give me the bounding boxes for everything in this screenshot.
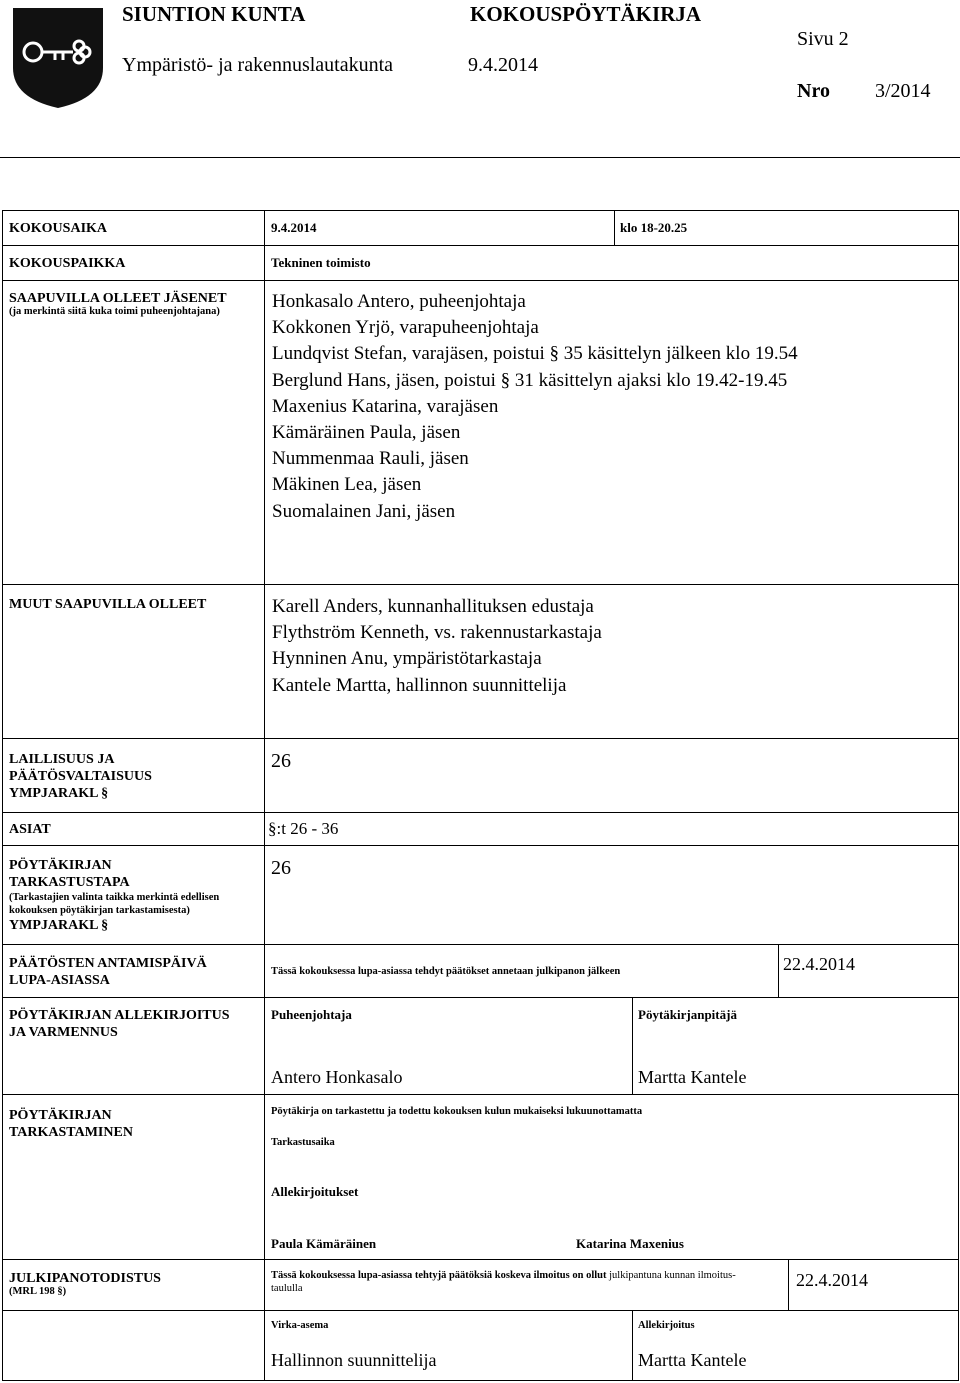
- other-attendee-item: Kantele Martta, hallinnon suunnittelija: [272, 674, 567, 696]
- meeting-time-label: KOKOUSAIKA: [9, 221, 108, 236]
- chair-title: Puheenjohtaja: [271, 1007, 352, 1022]
- legality-value: 26: [271, 750, 291, 772]
- header-date: 9.4.2014: [468, 54, 538, 76]
- review-method-label: PÖYTÄKIRJAN TARKASTUSTAPA (Tarkastajien valinta taikka merkintä edellisen kokouksen pöytäkirjan tarkastamisesta) YMPJARAKL §: [9, 858, 220, 933]
- meeting-place-value: Tekninen toimisto: [271, 255, 371, 270]
- review-statement: Pöytäkirja on tarkastettu ja todettu kokouksen kulun mukaiseksi lukuunottamatta: [271, 1106, 643, 1117]
- reviewer-1-name: Paula Kämäräinen: [271, 1236, 377, 1251]
- document-type: KOKOUSPÖYTÄKIRJA: [470, 2, 702, 26]
- member-item: Suomalainen Jani, jäsen: [272, 500, 456, 522]
- notice-signature-label: Allekirjoitus: [638, 1320, 695, 1331]
- position-label: Virka-asema: [271, 1320, 329, 1331]
- position-value: Hallinnon suunnittelija: [271, 1350, 437, 1370]
- meeting-date: 9.4.2014: [271, 220, 317, 235]
- decision-date-label: PÄÄTÖSTEN ANTAMISPÄIVÄ LUPA-ASIASSA: [9, 956, 207, 988]
- member-item: Berglund Hans, jäsen, poistui § 31 käsittelyn ajaksi klo 19.42-19.45: [272, 369, 788, 391]
- chair-name: Antero Honkasalo: [271, 1067, 403, 1087]
- member-item: Nummenmaa Rauli, jäsen: [272, 448, 469, 470]
- member-item: Maxenius Katarina, varajäsen: [272, 395, 499, 417]
- others-list: [272, 594, 602, 699]
- nro-value: 3/2014: [875, 80, 931, 102]
- header-divider: [0, 157, 960, 158]
- secretary-title: Pöytäkirjanpitäjä: [638, 1007, 737, 1022]
- signature-label: PÖYTÄKIRJAN ALLEKIRJOITUS JA VARMENNUS: [9, 1008, 230, 1040]
- items-value: §:t 26 - 36: [268, 819, 339, 838]
- members-list: [272, 289, 798, 525]
- review-time-label: Tarkastusaika: [271, 1137, 335, 1148]
- legality-label: LAILLISUUS JA PÄÄTÖSVALTAISUUS YMPJARAKL §: [9, 752, 152, 801]
- member-item: Lundqvist Stefan, varajäsen, poistui § 35 käsittelyn jälkeen klo 19.54: [272, 343, 798, 365]
- other-attendee-item: Hynninen Anu, ympäristötarkastaja: [272, 648, 542, 670]
- member-item: Kämäräinen Paula, jäsen: [272, 422, 461, 444]
- municipal-coat-of-arms: [11, 6, 105, 110]
- meeting-hours: klo 18-20.25: [620, 220, 688, 235]
- decision-date-value: 22.4.2014: [783, 954, 855, 974]
- member-item: Mäkinen Lea, jäsen: [272, 474, 422, 496]
- items-label: ASIAT: [9, 822, 51, 837]
- notice-signature-value: Martta Kantele: [638, 1350, 747, 1370]
- member-item: Honkasalo Antero, puheenjohtaja: [272, 291, 526, 312]
- review-signatures-label: Allekirjoitukset: [271, 1184, 359, 1199]
- notice-text: Tässä kokouksessa lupa-asiassa tehtyjä päätöksiä koskeva ilmoitus on ollut julkipantuna kunnan ilmoitus- taululla: [271, 1270, 736, 1294]
- secretary-name: Martta Kantele: [638, 1067, 747, 1087]
- review-method-value: 26: [271, 857, 291, 879]
- page-number: Sivu 2: [797, 28, 849, 50]
- member-item: Kokkonen Yrjö, varapuheenjohtaja: [272, 317, 539, 339]
- meeting-place-label: KOKOUSPAIKKA: [9, 256, 126, 271]
- decision-date-text: Tässä kokouksessa lupa-asiassa tehdyt päätökset annetaan julkipanon jälkeen: [271, 966, 621, 977]
- review-label: PÖYTÄKIRJAN TARKASTAMINEN: [9, 1108, 133, 1140]
- municipality-name: SIUNTION KUNTA: [122, 2, 306, 26]
- other-attendee-item: Karell Anders, kunnanhallituksen edustaja: [272, 596, 594, 617]
- reviewer-2-name: Katarina Maxenius: [576, 1236, 684, 1251]
- notice-sublabel: (MRL 198 §): [9, 1286, 67, 1297]
- members-sublabel: (ja merkintä siitä kuka toimi puheenjohtajana): [9, 306, 220, 317]
- other-attendee-item: Flythström Kenneth, vs. rakennustarkastaja: [272, 622, 602, 644]
- notice-label: JULKIPANOTODISTUS: [9, 1271, 161, 1286]
- notice-date: 22.4.2014: [796, 1270, 868, 1290]
- others-label: MUUT SAAPUVILLA OLLEET: [9, 597, 207, 612]
- nro-label: Nro: [797, 80, 830, 102]
- board-name: Ympäristö- ja rakennuslautakunta: [122, 54, 394, 76]
- members-label: SAAPUVILLA OLLEET JÄSENET: [9, 291, 227, 306]
